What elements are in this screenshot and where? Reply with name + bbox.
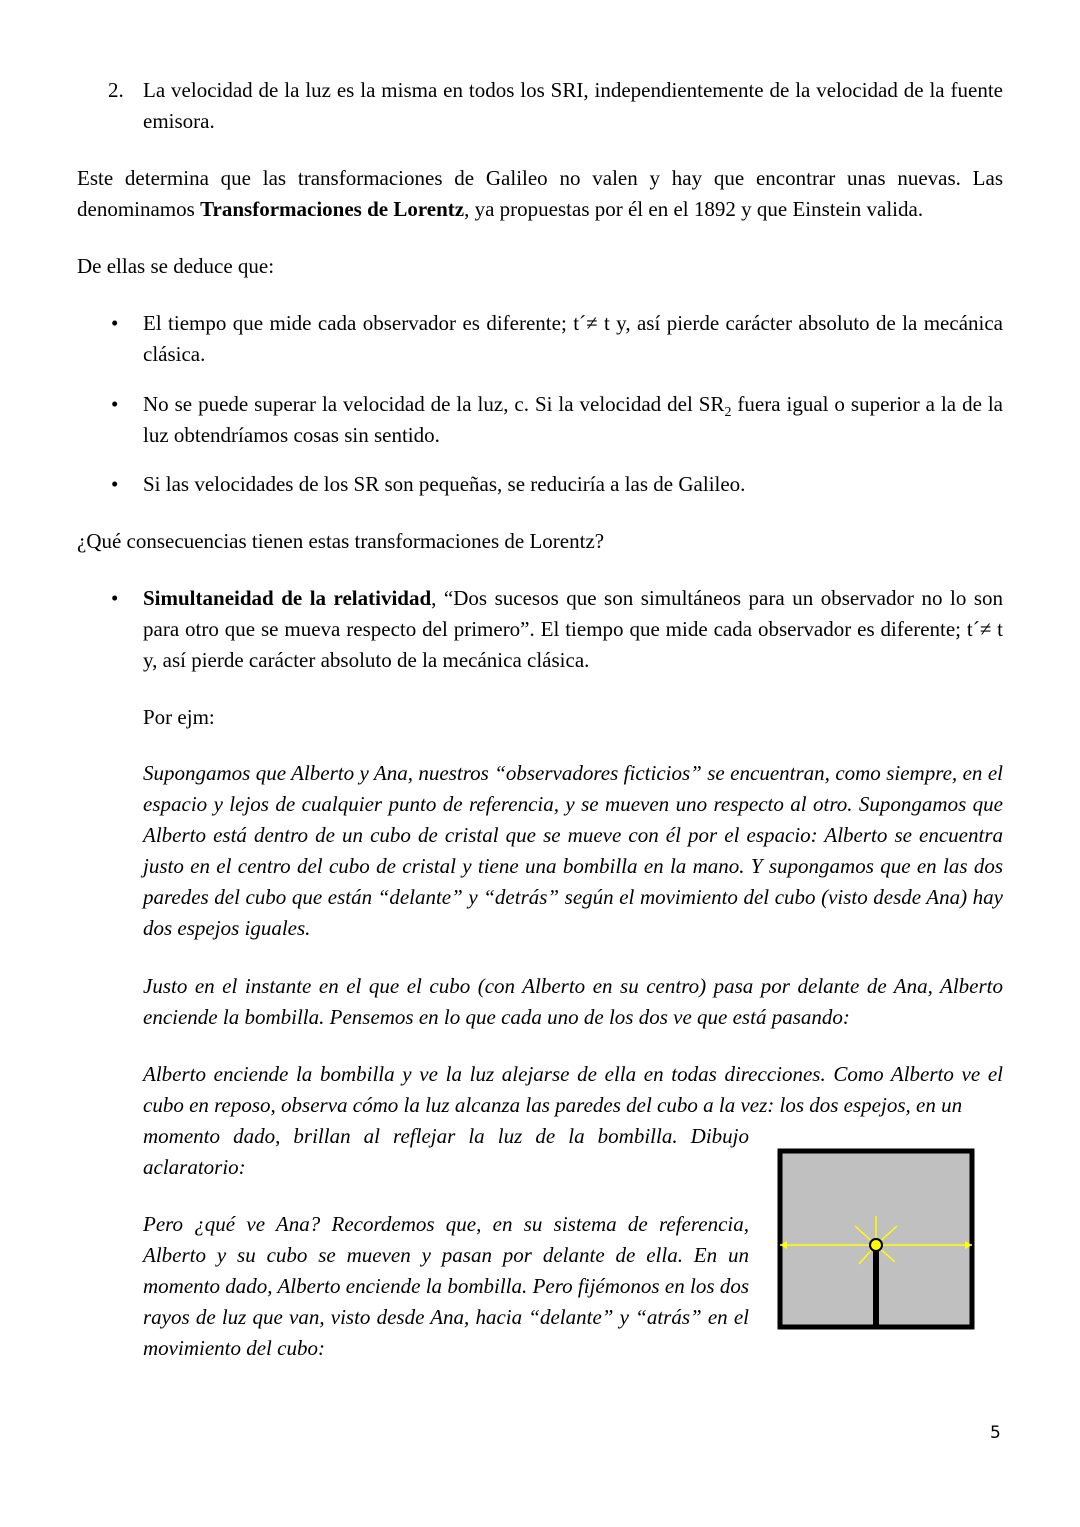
bold-term-lorentz: Transformaciones de Lorentz (200, 197, 465, 221)
deduce-intro: De ellas se deduce que: (77, 254, 275, 278)
bold-term-simultaneity: Simultaneidad de la relatividad (143, 586, 432, 610)
bullet-text: No se puede superar la velocidad de la luz, c. Si la velocidad del SR (143, 392, 725, 416)
italic-paragraph-ana: Pero ¿qué ve Ana? Recordemos que, en su sistema de referencia, Alberto y su cubo se mueven y pasan por delante de ella. En un momento dado, Alberto enciende la bombilla. Pero fijémonos en los dos rayos de luz que van, visto desde Ana, hacia “delante” y “atrás” en el movimiento del cubo: (143, 1212, 749, 1360)
italic-paragraph-alberto: Alberto enciende la bombilla y ve la luz alejarse de ella en todas direcciones. Como Alberto ve el cubo en reposo, observa cómo la luz alcanza las paredes del cubo a la vez: los dos espejos, en un (143, 1062, 1003, 1117)
bullet-text-galileo: Si las velocidades de los SR son pequeñas, se reduciría a las de Galileo. (143, 472, 746, 496)
italic-paragraph-scenario: Supongamos que Alberto y Ana, nuestros “observadores ficticios” se encuentran, como siempre, en el espacio y lejos de cualquier punto de referencia, y se mueven uno respecto al otro. Supongamos que Alberto está dentro de un cubo de cristal que se mueve con él por el espacio: Alberto se encuentra justo en el centro del cubo de cristal y tiene una bombilla en la mano. Y supongamos que en las dos paredes del cubo que están “delante” y “detrás” según el movimiento del cubo (visto desde Ana) hay dos espejos iguales. (143, 761, 1003, 940)
bullet-symbol: • (111, 392, 119, 416)
example-label: Por ejm: (143, 705, 215, 729)
bullet-symbol: • (111, 311, 119, 335)
paragraph-text: , ya propuestas por él en el 1892 y que Einstein valida. (464, 197, 924, 221)
italic-paragraph-instant: Justo en el instante en el que el cubo (con Alberto en su centro) pasa por delante de Ana, Alberto enciende la bombilla. Pensemos en lo que cada uno de los dos ve que está pasando: (143, 974, 1003, 1029)
bullet-text: fuera igual o superior a la de la luz obtendríamos cosas sin sentido. (143, 392, 1004, 447)
subscript: 2 (724, 405, 732, 421)
question-line: ¿Qué consecuencias tienen estas transformaciones de Lorentz? (77, 529, 605, 553)
list-number: 2. (108, 78, 124, 102)
bullet-text: , “Dos sucesos que son simultáneos para un observador no lo son para otro que se mueva respecto del primero”. El tiempo que mide cada observador es diferente; t´≠ t y, así pierde carácter absoluto de la mecánica clásica. (143, 586, 1003, 672)
bulb-icon (870, 1239, 882, 1251)
italic-paragraph-drawing: momento dado, brillan al reflejar la luz de la bombilla. Dibujo aclaratorio: (143, 1124, 749, 1179)
bullet-symbol: • (111, 586, 119, 610)
bullet-simultaneity (143, 583, 1003, 676)
paragraph-text: Este determina que las transformaciones de Galileo no valen y hay que encontrar unas nuevas. Las denominamos (77, 166, 1003, 221)
bullet-symbol: • (111, 472, 119, 496)
bullet-text-light-speed (143, 389, 1003, 451)
cube-diagram (775, 1146, 977, 1332)
numbered-item-text: La velocidad de la luz es la misma en todos los SRI, independientemente de la velocidad de la fuente emisora. (143, 78, 1003, 133)
paragraph-galileo (77, 163, 1003, 225)
bullet-text-time: El tiempo que mide cada observador es diferente; t´≠ t y, así pierde carácter absoluto de la mecánica clásica. (143, 311, 1003, 366)
page-number: 5 (990, 1423, 1001, 1443)
